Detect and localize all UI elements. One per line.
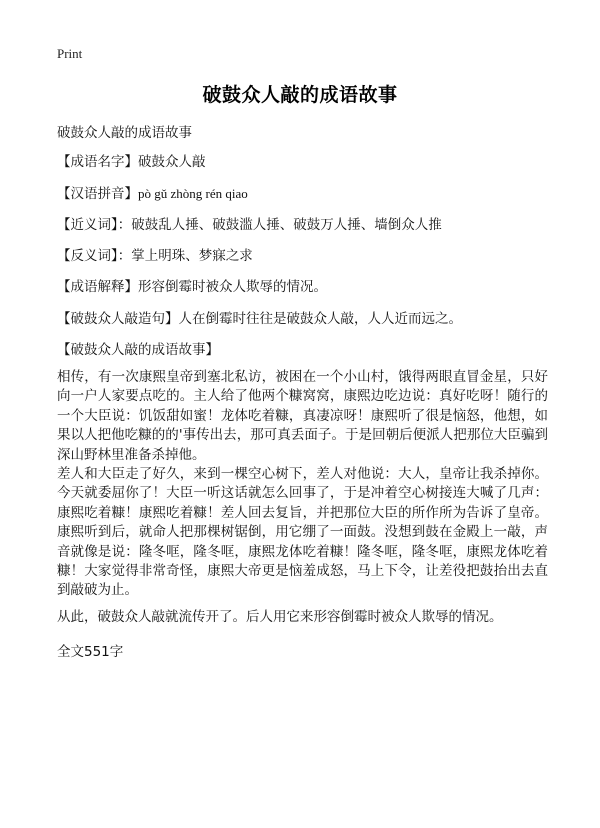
page-title: 破鼓众人敲的成语故事 bbox=[202, 84, 398, 106]
field-pinyin bbox=[57, 182, 248, 202]
story-paragraph: 相传，有一次康熙皇帝到塞北私访，被困在一个小山村，饿得两眼直冒金星，只好向一户人家要点吃的。主人给了他两个糠窝窝，康熙边吃边说：真好吃呀！随行的一个大臣说：饥饭甜如蜜！龙体吃着糠，真凄凉呀！康熙听了很是恼怒，他想，如果以人把他吃糠的的'事传出去，那可真丢面子。于是回朝后便派人把那位大臣骗到深山野林里准备杀掉他。 bbox=[57, 369, 548, 463]
field-antonyms: 【反义词】：掌上明珠、梦寐之求 bbox=[57, 248, 253, 264]
story-heading: 【破鼓众人敲的成语故事】 bbox=[57, 342, 219, 358]
field-example-sentence: 【破鼓众人敲造句】人在倒霉时往往是破鼓众人敲，人人近而远之。 bbox=[57, 311, 462, 327]
field-synonyms: 【近义词】：破鼓乱人捶、破鼓滥人捶、破鼓万人捶、墙倒众人推 bbox=[57, 217, 442, 233]
word-count: 全文551字 bbox=[57, 644, 124, 660]
field-idiom-name: 【成语名字】破鼓众人敲 bbox=[57, 154, 206, 170]
article-subtitle: 破鼓众人敲的成语故事 bbox=[57, 125, 192, 141]
field-explanation: 【成语解释】形容倒霉时被众人欺辱的情况。 bbox=[57, 279, 327, 295]
story-paragraph: 从此，破鼓众人敲就流传开了。后人用它来形容倒霉时被众人欺辱的情况。 bbox=[57, 609, 503, 625]
print-link[interactable]: Print bbox=[57, 46, 83, 61]
story-paragraph: 差人和大臣走了好久，来到一棵空心树下，差人对他说：大人，皇帝让我杀掉你。今天就委屈你了！大臣一听这话就怎么回事了，于是冲着空心树接连大喊了几声：康熙吃着糠！康熙吃着糠！差人回去复旨，并把那位大臣的所作所为告诉了皇帝。康熙听到后，就命人把那棵树锯倒，用它绷了一面鼓。没想到鼓在金殿上一敲，声音就像是说：隆冬哐，隆冬哐，康熙龙体吃着糠！隆冬哐，隆冬哐，康熙龙体吃着糠！大家觉得非常奇怪，康熙大帝更是恼羞成怒，马上下令，让差役把鼓抬出去直到敲破为止。 bbox=[57, 466, 548, 599]
field-pinyin-value: pò gǔ zhòng rén qiao bbox=[138, 186, 248, 201]
field-pinyin-label: 【汉语拼音】 bbox=[57, 186, 138, 202]
